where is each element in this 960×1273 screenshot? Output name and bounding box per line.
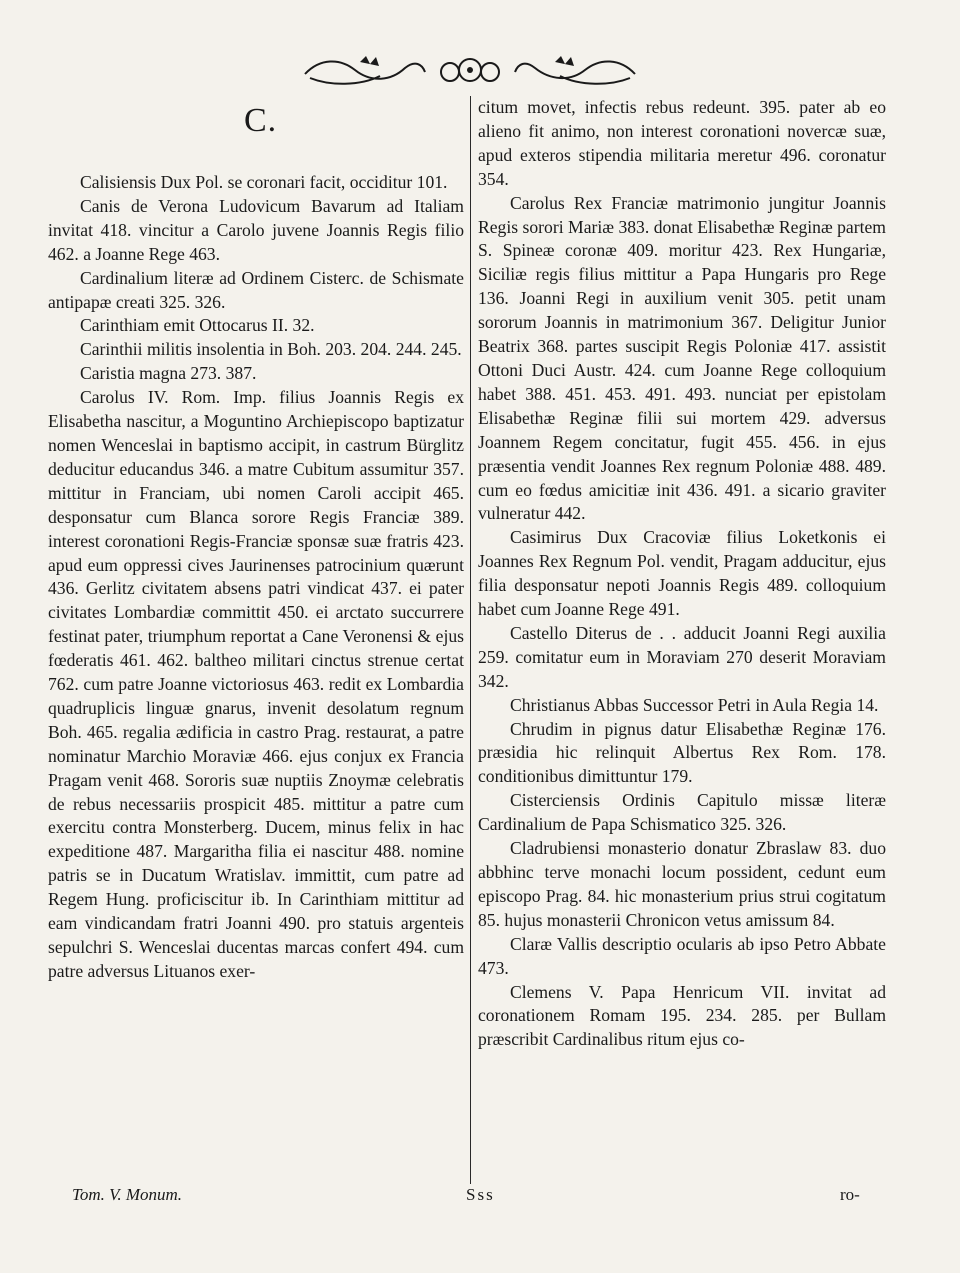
left-column xyxy=(48,171,464,1179)
right-column xyxy=(478,96,886,1179)
column-divider xyxy=(470,96,471,1184)
index-entry-continuation: citum movet, infectis rebus redeunt. 395. pater ab eo alieno fit animo, non interest coronationi novercæ suæ, apud exteros stipendia militaria meretur 496. coronatur 354. xyxy=(478,97,886,189)
index-entry: Canis de Verona Ludovicum Bavarum ad Italiam invitat 418. vincitur a Carolo juvene Joannis Regis filio 462. a Joanne Rege 463. xyxy=(48,195,464,264)
catchword: ro- xyxy=(840,1185,860,1204)
index-entry: Calisiensis Dux Pol. se coronari facit, occiditur 101. xyxy=(80,172,448,192)
index-entry: Chrudim in pignus datur Elisabethæ Reginæ 176. præsidia hic relinquit Albertus Rex Rom. 178. conditionibus dimittuntur 179. xyxy=(478,718,886,787)
index-entry: Cladrubiensi monasterio donatur Zbraslaw 83. duo abbhinc terve monachi locum possident, cedunt eum episcopo Prag. 84. hic monasterium prius strui cogitatum 85. hujus monasterii Chronicon vetus amissum 84. xyxy=(478,838,886,930)
index-entry: Claræ Vallis descriptio ocularis ab ipso Petro Abbate 473. xyxy=(478,933,886,978)
index-entry: Caristia magna 273. 387. xyxy=(80,363,257,384)
index-entry: Cardinalium literæ ad Ordinem Cisterc. de Schismate antipapæ creati 325. 326. xyxy=(48,267,464,312)
index-entry: Carinthii militis insolentia in Boh. 203. 204. 244. 245. xyxy=(80,339,462,360)
header-ornament-icon xyxy=(300,50,640,94)
index-entry: Clemens V. Papa Henricum VII. invitat ad coronationem Romam 195. 234. 285. per Bullam præscribit Cardinalibus ritum ejus co- xyxy=(478,981,886,1050)
index-entry: Casimirus Dux Cracoviæ filius Loketkonis ei Joannes Rex Regnum Pol. vendit, Pragam adducitur, ejus filia desponsatur nepoti Joannis Regis 489. colloquium habet cum Joanne Rege 491. xyxy=(478,527,886,620)
index-entry: Carolus IV. Rom. Imp. filius Joannis Regis ex Elisabetha nascitur, a Moguntino Archiepiscopo baptizatur nomen Wenceslai in baptismo accipit, in castrum Bürglitz deducitur educandus 346. a matre Cubitum assumitur 357. mittitur in Franciam, ubi nomen Caroli accipit 465. desponsatur cum Blanca sorore Regis Franciæ 389. interest coronationi Regis-Franciæ sponsæ suæ fratris 423. apud eum oppressi cives Jaurinenses patrocinium quærunt 436. Gerlitz civitatem absens patri vindicat 437. ei pater civitates Lombardiæ committit 450. ei arctato succurrere festinat pater, triumphum reportat a Cane Veronensi & ejus fœderatis 461. 462. baltheo militari cinctus strenue certat 762. cum patre Joanne victoriosus 463. redit ex Lombardia quadruplicis linguæ gnarus, invenit desolatum regnum Boh. 465. regalia ædificia in castro Prag. restaurat, a patre nominatur Marchio Moraviæ 466. ejus conjux ex Francia Pragam venit 468. Sororis suæ nuptiis Znoymæ celebratis de rebus necessariis prospicit 485. mittitur a patre cum exercitu contra Monsterberg. Ducem, minus felix in hac expeditione 487. Margaritha filia ei nascitur 488. nomine patris se in Ducatum Wratislav. immittit, cum patre ad Regem Hung. proficiscitur ib. In Carinthiam mittitur ad eam vindicandam fratri Joanni 490. pro statuis argenteis sepulchri S. Wenceslai ducentas marcas confert 494. cum patre adversus Lituanos exer- xyxy=(48,387,464,981)
index-entry: Christianus Abbas Successor Petri in Aula Regia 14. xyxy=(510,694,879,715)
section-letter: C. xyxy=(244,102,278,139)
index-entry: Castello Diterus de . . adducit Joanni Regi auxilia 259. comitatur eum in Moraviam 270 deserit Moraviam 342. xyxy=(478,622,886,691)
index-entry: Carinthiam emit Ottocarus II. 32. xyxy=(80,315,315,336)
index-entry: Cisterciensis Ordinis Capitulo missæ literæ Cardinalium de Papa Schismatico 325. 326. xyxy=(478,790,886,835)
index-entry: Carolus Rex Franciæ matrimonio jungitur Joannis Regis sorori Mariæ 383. donat Elisabethæ Reginæ partem S. Spineæ coronæ 409. moritur 423. Rex Hungariæ, Siciliæ regis filius mittitur a Papa Hungaris pro Rege 136. Joanni Regi in auxilium venit 305. petit unam sororum Joannis in matrimonium 367. Deligitur Junior Beatrix 368. partes suscipit Regis Poloniæ 417. assistit Ottoni Duci Austr. 424. cum Joanne Rege colloquium habet 388. 451. 453. 491. 493. nunciat per epistolam Elisabethæ Reginæ filii sui mortem 429. adversus Joannem Regem concitatur, fugit 455. 456. in ejus præsentia vendit Joannes Rex regnum Poloniæ 488. 489. cum eo fœdus amicitiæ init 436. 491. a sicario graviter vulneratur 442. xyxy=(478,192,886,524)
signature-mark: Sss xyxy=(466,1185,495,1204)
volume-label: Tom. V. Monum. xyxy=(72,1185,183,1204)
